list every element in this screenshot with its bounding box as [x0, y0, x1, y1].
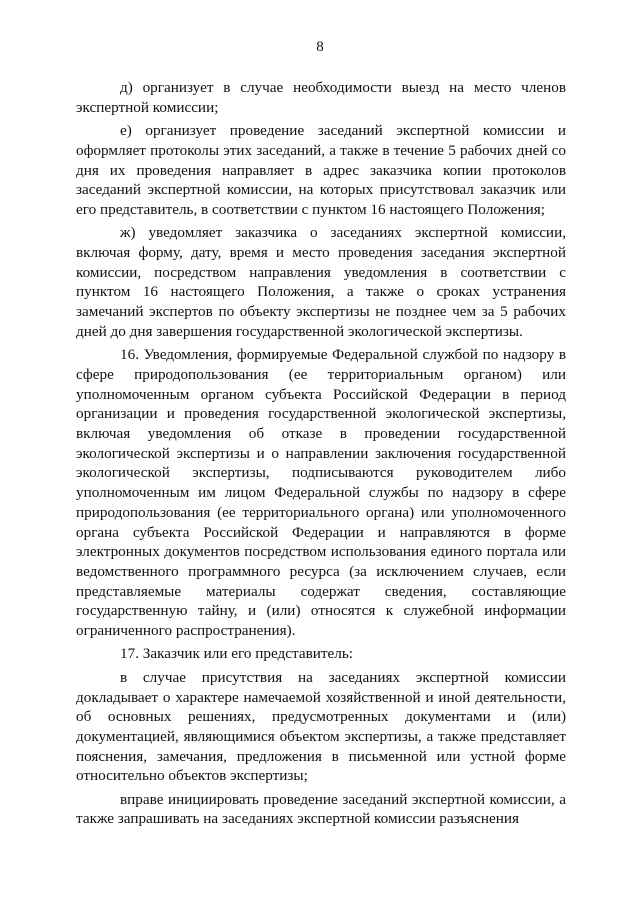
- page-number: 8: [316, 39, 324, 55]
- document-body: [76, 78, 566, 829]
- paragraph-item-e: е) организует проведение заседаний экспертной комиссии и оформляет протоколы этих заседаний, а также в течение 5 рабочих дней со дня их проведения направляет в адрес заказчика копии протоколов заседаний экспертной комиссии, на которых присутствовал заказчик или его представитель, в соответствии с пунктом 16 настоящего Положения;: [76, 122, 566, 218]
- paragraph-clause-17-presence: в случае присутствия на заседаниях экспертной комиссии докладывает о характере намечаемой хозяйственной и иной деятельности, об основных решениях, предусмотренных документами и (или) документацией, являющимися объектом экспертизы, а также представляет пояснения, замечания, предложения в письменной или устной форме относительно объектов экспертизы;: [76, 668, 566, 785]
- paragraph-clause-16: 16. Уведомления, формируемые Федеральной службой по надзору в сфере природопользования (ее территориальным органом) или уполномоченным органом субъекта Российской Федерации в период организации и проведения государственной экологической экспертизы, включая уведомления об отказе в проведении государственной экологической экспертизы и о направлении заключения государственной экологической экспертизы, подписываются руководителем либо уполномоченным им лицом Федеральной службы по надзору в сфере природопользования (ее территориального органа) или уполномоченного органа субъекта Российской Федерации и направляются в форме электронных документов посредством использования единого портала или ведомственного программного ресурса (за исключением случаев, если представляемые материалы содержат сведения, составляющие государственную тайну, и (или) относятся к служебной информации ограниченного распространения).: [76, 346, 566, 640]
- paragraph-item-zh: ж) уведомляет заказчика о заседаниях экспертной комиссии, включая форму, дату, время и место проведения заседания экспертной комиссии, посредством направления уведомления в соответствии с пунктом 16 настоящего Положения, а также о сроках устранения замечаний экспертов по объекту экспертизы не позднее чем за 5 рабочих дней до дня завершения государственной экологической экспертизы.: [76, 224, 566, 340]
- paragraph-clause-17: 17. Заказчик или его представитель:: [120, 645, 353, 663]
- paragraph-clause-17-initiate: вправе инициировать проведение заседаний экспертной комиссии, а также запрашивать на заседаниях экспертной комиссии разъяснения: [76, 790, 566, 828]
- paragraph-item-d: д) организует в случае необходимости выезд на место членов экспертной комиссии;: [76, 79, 566, 116]
